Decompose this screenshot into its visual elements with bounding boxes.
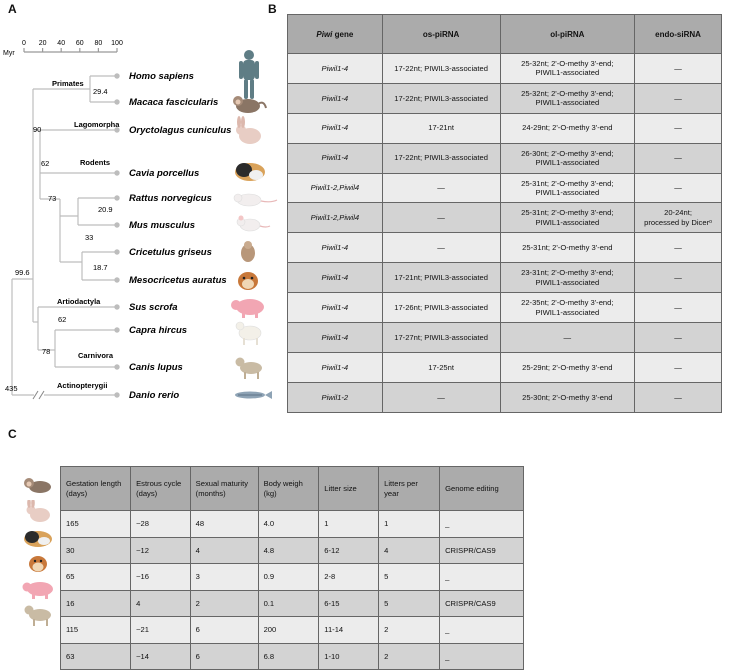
- table-cell: 0.9: [258, 564, 319, 591]
- piwi-gene-cell: Piwil1-4: [288, 143, 383, 173]
- ol-pirna-cell: 25-32nt; 2'-O-methy 3'-end; PIWIL1-associated: [500, 83, 635, 113]
- table-cell: 5: [379, 564, 440, 591]
- ol-pirna-cell: 26-30nt; 2'-O-methy 3'-end; PIWIL1-associated: [500, 143, 635, 173]
- ol-pirna-cell: 25-31nt; 2'-O-methy 3'-end; PIWIL1-associated: [500, 173, 635, 203]
- table-cell: 4: [190, 537, 258, 564]
- piwi-gene-cell: Piwil1-4: [288, 323, 383, 353]
- table-cell: 4.0: [258, 511, 319, 538]
- rat-icon: [234, 194, 277, 206]
- os-pirna-cell: 17-21nt; PIWIL3-associated: [382, 263, 500, 293]
- table-cell: 5: [379, 590, 440, 617]
- os-pirna-cell: 17-22nt; PIWIL3-associated: [382, 83, 500, 113]
- table-cell: 2: [379, 643, 440, 670]
- table-row: [288, 352, 722, 382]
- table-cell: 3: [190, 564, 258, 591]
- table-cell: 48: [190, 511, 258, 538]
- table-cell: 115: [61, 617, 131, 644]
- piwi-gene-cell: Piwil1-4: [288, 352, 383, 382]
- table-row: [61, 617, 524, 644]
- table-row: [288, 113, 722, 143]
- macaque-icon: [233, 96, 266, 113]
- tick-label: 20: [38, 40, 47, 47]
- table-cell: ~14: [131, 643, 191, 670]
- table-cell: _: [440, 564, 524, 591]
- table-header-row: [288, 15, 722, 54]
- table-cell: 200: [258, 617, 319, 644]
- dog-icon: [20, 603, 56, 627]
- ol-pirna-cell: 25-31nt; 2'-O-methy 3'-end: [500, 233, 635, 263]
- tick-label: 60: [75, 40, 84, 47]
- ol-pirna-cell: 25-31nt; 2'-O-methy 3'-end; PIWIL1-associated: [500, 203, 635, 233]
- table-row: [288, 323, 722, 353]
- rabbit-icon: [20, 500, 56, 524]
- table-cell: 6-15: [319, 590, 379, 617]
- species-traits-table: [60, 466, 524, 670]
- header-ol-pirna: ol-piRNA: [500, 15, 635, 54]
- table-cell: _: [440, 643, 524, 670]
- table-row: [288, 382, 722, 412]
- small-rna-table: [287, 14, 722, 413]
- header-endo-sirna: endo-siRNA: [635, 15, 722, 54]
- table-cell: 11-14: [319, 617, 379, 644]
- pig-icon: [20, 577, 56, 601]
- table-row: [61, 590, 524, 617]
- species-label: Mesocricetus auratus: [129, 275, 227, 286]
- macaque-icon: [20, 474, 56, 498]
- endo-sirna-cell: —: [635, 293, 722, 323]
- node-label: 18.7: [93, 263, 108, 272]
- endo-sirna-cell: —: [635, 382, 722, 412]
- os-pirna-cell: 17-27nt; PIWIL3-associated: [382, 323, 500, 353]
- table-row: [288, 54, 722, 84]
- piwi-gene-cell: Piwil1-4: [288, 113, 383, 143]
- species-label: Oryctolagus cuniculus: [129, 125, 232, 136]
- panel-label-c: C: [8, 427, 17, 441]
- node-label: 78: [42, 347, 51, 356]
- os-pirna-cell: 17-22nt; PIWIL3-associated: [382, 143, 500, 173]
- endo-sirna-cell: —: [635, 233, 722, 263]
- table-cell: ~16: [131, 564, 191, 591]
- column-header: Sexual maturity (months): [190, 467, 258, 511]
- endo-sirna-cell: —: [635, 263, 722, 293]
- ol-pirna-cell: 25-30nt; 2'-O-methy 3'-end: [500, 382, 635, 412]
- ol-pirna-cell: —: [500, 323, 635, 353]
- node-label: 62: [58, 315, 67, 324]
- column-header: Litter size: [319, 467, 379, 511]
- group-label: Rodents: [80, 158, 110, 167]
- zebrafish-icon: [235, 391, 272, 399]
- pig-icon: [231, 299, 264, 318]
- table-cell: 6: [190, 643, 258, 670]
- table-cell: 2-8: [319, 564, 379, 591]
- tick-label: 80: [94, 40, 103, 47]
- piwi-gene-cell: Piwil1-4: [288, 293, 383, 323]
- table-cell: 30: [61, 537, 131, 564]
- species-label: Homo sapiens: [129, 71, 194, 82]
- species-label: Cricetulus griseus: [129, 247, 212, 258]
- node-label: 62: [41, 159, 50, 168]
- piwi-gene-cell: Piwil1-2,Piwil4: [288, 173, 383, 203]
- table-cell: 2: [379, 617, 440, 644]
- column-header: Estrous cycle (days): [131, 467, 191, 511]
- table-cell: _: [440, 617, 524, 644]
- table-cell: 2: [190, 590, 258, 617]
- table-header-row: [61, 467, 524, 511]
- piwi-gene-cell: Piwil1-2,Piwil4: [288, 203, 383, 233]
- column-header: Body weigh (kg): [258, 467, 319, 511]
- ol-pirna-cell: 24-29nt; 2'-O-methy 3'-end: [500, 113, 635, 143]
- table-row: [288, 83, 722, 113]
- node-label: 20.9: [98, 205, 113, 214]
- table-cell: 6.8: [258, 643, 319, 670]
- node-label: 435: [5, 384, 18, 393]
- group-label: Lagomorpha: [74, 120, 120, 129]
- table-row: [61, 511, 524, 538]
- table-cell: 165: [61, 511, 131, 538]
- os-pirna-cell: 17-22nt; PIWIL3-associated: [382, 54, 500, 84]
- table-cell: 4.8: [258, 537, 319, 564]
- table-row: [288, 203, 722, 233]
- table-row: [61, 564, 524, 591]
- table-cell: 1: [319, 511, 379, 538]
- os-pirna-cell: —: [382, 233, 500, 263]
- piwi-gene-cell: Piwil1-4: [288, 83, 383, 113]
- species-label: Rattus norvegicus: [129, 193, 212, 204]
- os-pirna-cell: —: [382, 173, 500, 203]
- table-row: [288, 173, 722, 203]
- table-cell: _: [440, 511, 524, 538]
- group-label: Carnivora: [78, 351, 114, 360]
- table-row: [288, 233, 722, 263]
- column-header: Gestation length (days): [61, 467, 131, 511]
- node-label: 33: [85, 233, 94, 242]
- phylogenetic-tree: [0, 0, 286, 410]
- tick-label: 0: [22, 40, 26, 47]
- ol-pirna-cell: 25-32nt; 2'-O-methy 3'-end; PIWIL1-associated: [500, 54, 635, 84]
- os-pirna-cell: 17-25nt: [382, 352, 500, 382]
- header-piwi-gene: Piwi gene: [288, 15, 383, 54]
- guinea-pig-icon: [20, 526, 56, 550]
- human-icon: [239, 50, 259, 99]
- species-label: Macaca fascicularis: [129, 97, 219, 108]
- os-pirna-cell: 17-21nt: [382, 113, 500, 143]
- chinese-hamster-icon: [241, 241, 255, 262]
- rabbit-icon: [236, 116, 261, 144]
- guinea-pig-icon: [235, 163, 265, 181]
- piwi-gene-cell: Piwil1-4: [288, 233, 383, 263]
- ol-pirna-cell: 23-31nt; 2'-O-methy 3'-end; PIWIL1-associated: [500, 263, 635, 293]
- header-os-pirna: os-piRNA: [382, 15, 500, 54]
- os-pirna-cell: —: [382, 203, 500, 233]
- table-row: [61, 537, 524, 564]
- species-label: Canis lupus: [129, 362, 183, 373]
- hamster-icon: [20, 551, 56, 575]
- endo-sirna-cell: —: [635, 352, 722, 382]
- table-cell: 0.1: [258, 590, 319, 617]
- endo-sirna-cell: —: [635, 113, 722, 143]
- mouse-icon: [237, 216, 270, 232]
- axis-label: Myr: [3, 50, 15, 57]
- dog-icon: [236, 358, 263, 380]
- table-cell: 4: [379, 537, 440, 564]
- table-cell: CRISPR/CAS9: [440, 537, 524, 564]
- endo-sirna-cell: —: [635, 173, 722, 203]
- node-label: 29.4: [93, 87, 108, 96]
- species-label: Cavia porcellus: [129, 168, 200, 179]
- table-row: [288, 143, 722, 173]
- column-header: Litters per year: [379, 467, 440, 511]
- table-cell: ~21: [131, 617, 191, 644]
- piwi-gene-cell: Piwil1-2: [288, 382, 383, 412]
- node-label: 90: [33, 125, 42, 134]
- group-label: Actinopterygii: [57, 381, 108, 390]
- node-label: 99.6: [15, 268, 30, 277]
- table-cell: 6: [190, 617, 258, 644]
- endo-sirna-cell: 20-24nt; processed by Dicerᵒ: [635, 203, 722, 233]
- os-pirna-cell: 17-26nt; PIWIL3-associated: [382, 293, 500, 323]
- table-cell: 63: [61, 643, 131, 670]
- table-cell: 1: [379, 511, 440, 538]
- panel-label-a: A: [8, 2, 17, 16]
- table-cell: CRISPR/CAS9: [440, 590, 524, 617]
- table-cell: 65: [61, 564, 131, 591]
- table-row: [288, 293, 722, 323]
- piwi-gene-cell: Piwil1-4: [288, 54, 383, 84]
- species-label: Danio rerio: [129, 390, 180, 401]
- tick-label: 40: [57, 40, 66, 47]
- goat-icon: [236, 322, 261, 345]
- ol-pirna-cell: 25-29nt; 2'-O-methy 3'-end: [500, 352, 635, 382]
- table-cell: 6-12: [319, 537, 379, 564]
- endo-sirna-cell: —: [635, 54, 722, 84]
- species-label: Sus scrofa: [129, 302, 178, 313]
- group-label: Artiodactyla: [57, 297, 101, 306]
- table-cell: 4: [131, 590, 191, 617]
- species-label: Mus musculus: [129, 220, 195, 231]
- os-pirna-cell: —: [382, 382, 500, 412]
- table-row: [288, 263, 722, 293]
- species-label: Capra hircus: [129, 325, 188, 336]
- table-row: [61, 643, 524, 670]
- endo-sirna-cell: —: [635, 323, 722, 353]
- tick-label: 100: [111, 40, 123, 47]
- table-cell: ~28: [131, 511, 191, 538]
- ol-pirna-cell: 22-35nt; 2'-O-methy 3'-end; PIWIL1-associated: [500, 293, 635, 323]
- panel-label-b: B: [268, 2, 277, 16]
- group-label: Primates: [52, 79, 84, 88]
- endo-sirna-cell: —: [635, 143, 722, 173]
- table-cell: 1-10: [319, 643, 379, 670]
- piwi-gene-cell: Piwil1-4: [288, 263, 383, 293]
- table-cell: 16: [61, 590, 131, 617]
- column-header: Genome editing: [440, 467, 524, 511]
- endo-sirna-cell: —: [635, 83, 722, 113]
- table-cell: ~12: [131, 537, 191, 564]
- node-label: 73: [48, 194, 57, 203]
- golden-hamster-icon: [238, 272, 258, 290]
